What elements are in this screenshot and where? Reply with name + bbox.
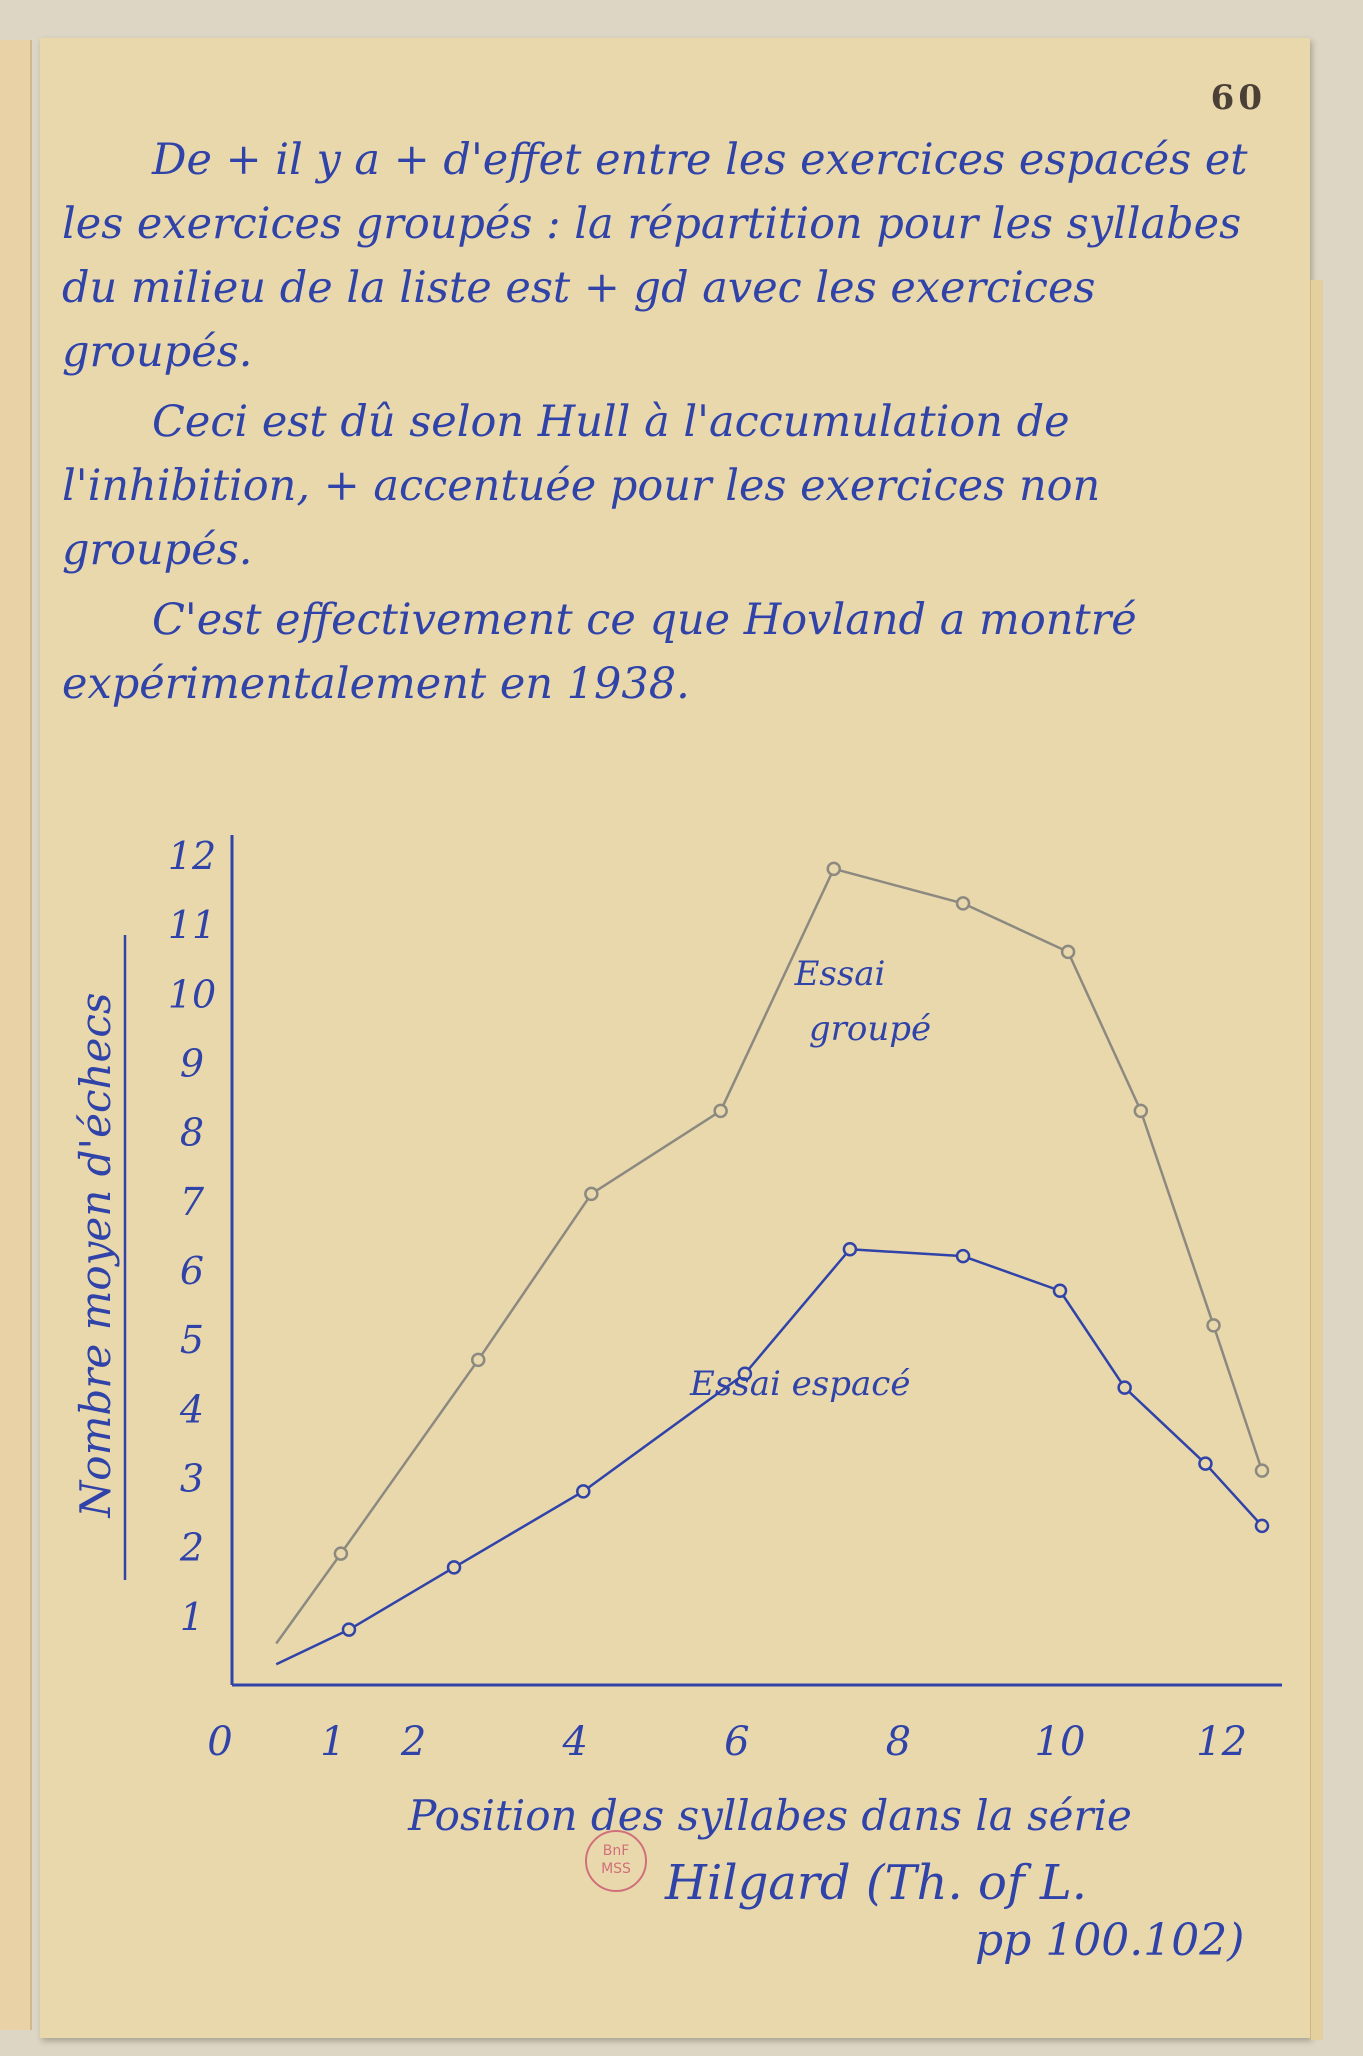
x-tick-label: 10	[1034, 1719, 1086, 1765]
stamp-line-1: BnF	[602, 1843, 630, 1859]
series-point-1	[1199, 1458, 1211, 1470]
chart-labels	[71, 935, 1132, 1840]
series-point-0	[472, 1354, 484, 1366]
annotation-label: Essai	[794, 954, 886, 994]
y-tick-label: 12	[167, 834, 217, 878]
series-point-1	[844, 1243, 856, 1255]
y-tick-label: 6	[179, 1249, 205, 1293]
x-tick-label: 2	[400, 1719, 427, 1765]
stamp-line-2: MSS	[601, 1861, 631, 1877]
y-tick-label: 10	[167, 972, 217, 1017]
x-tick-label: 1	[320, 1719, 346, 1765]
x-tick-label: 4	[562, 1719, 588, 1765]
series-point-0	[828, 863, 840, 875]
series-point-0	[585, 1188, 597, 1200]
series-point-1	[1256, 1520, 1268, 1532]
y-tick-label: 5	[179, 1318, 205, 1363]
y-tick-label: 3	[179, 1456, 205, 1501]
series-point-0	[715, 1105, 727, 1117]
chart-ticks	[168, 834, 1247, 1765]
y-tick-label: 9	[179, 1041, 205, 1086]
source-reference: Hilgard (Th. of L.	[665, 1855, 1088, 1911]
y-tick-label: 8	[179, 1110, 205, 1155]
series-point-1	[1119, 1382, 1131, 1394]
bnf-library-stamp	[585, 1830, 647, 1892]
y-axis-title: Nombre moyen d'échecs	[71, 992, 120, 1518]
series-point-0	[1208, 1319, 1220, 1331]
series-point-0	[335, 1548, 347, 1560]
folio-number: 60	[1210, 78, 1266, 118]
series-point-0	[957, 897, 969, 909]
y-tick-label: 4	[179, 1387, 205, 1432]
source-pages: pp 100.102)	[975, 1915, 1245, 1966]
series-point-1	[1054, 1285, 1066, 1297]
x-tick-label: 6	[724, 1719, 750, 1765]
note-paragraph-1: De + il y a + d'effet entre les exercices espacés et les exercices groupés : la répartition pour les syllabes du milieu de la liste est + gd avec les exercices groupés.	[62, 135, 1248, 377]
y-tick-label: 2	[179, 1525, 205, 1570]
series-line-0	[276, 869, 1262, 1644]
annotation-label-line-2: groupé	[808, 1009, 932, 1049]
chart-series	[276, 863, 1268, 1664]
note-paragraph-2: Ceci est dû selon Hull à l'accumulation de l'inhibition, + accentuée pour les exercices non groupés.	[62, 397, 1101, 575]
x-tick-label: 8	[885, 1719, 912, 1765]
chart-axes	[232, 835, 1282, 1685]
y-tick-label: 11	[167, 903, 217, 948]
series-point-1	[957, 1250, 969, 1262]
annotation-label: Essai espacé	[690, 1364, 911, 1404]
x-tick-label: 12	[1196, 1719, 1248, 1765]
series-line-1	[276, 1249, 1262, 1664]
x-tick-label: 0	[207, 1719, 233, 1765]
series-point-1	[448, 1561, 460, 1573]
series-point-0	[1256, 1465, 1268, 1477]
series-point-1	[343, 1624, 355, 1636]
x-axis-title: Position des syllabes dans la série	[408, 1791, 1132, 1840]
series-point-1	[577, 1485, 589, 1497]
series-point-0	[1135, 1105, 1147, 1117]
y-tick-label: 7	[179, 1179, 205, 1224]
note-paragraph-3: C'est effectivement ce que Hovland a montré expérimentalement en 1938.	[62, 595, 1137, 709]
y-tick-label: 1	[179, 1594, 205, 1639]
series-point-0	[1062, 946, 1074, 958]
